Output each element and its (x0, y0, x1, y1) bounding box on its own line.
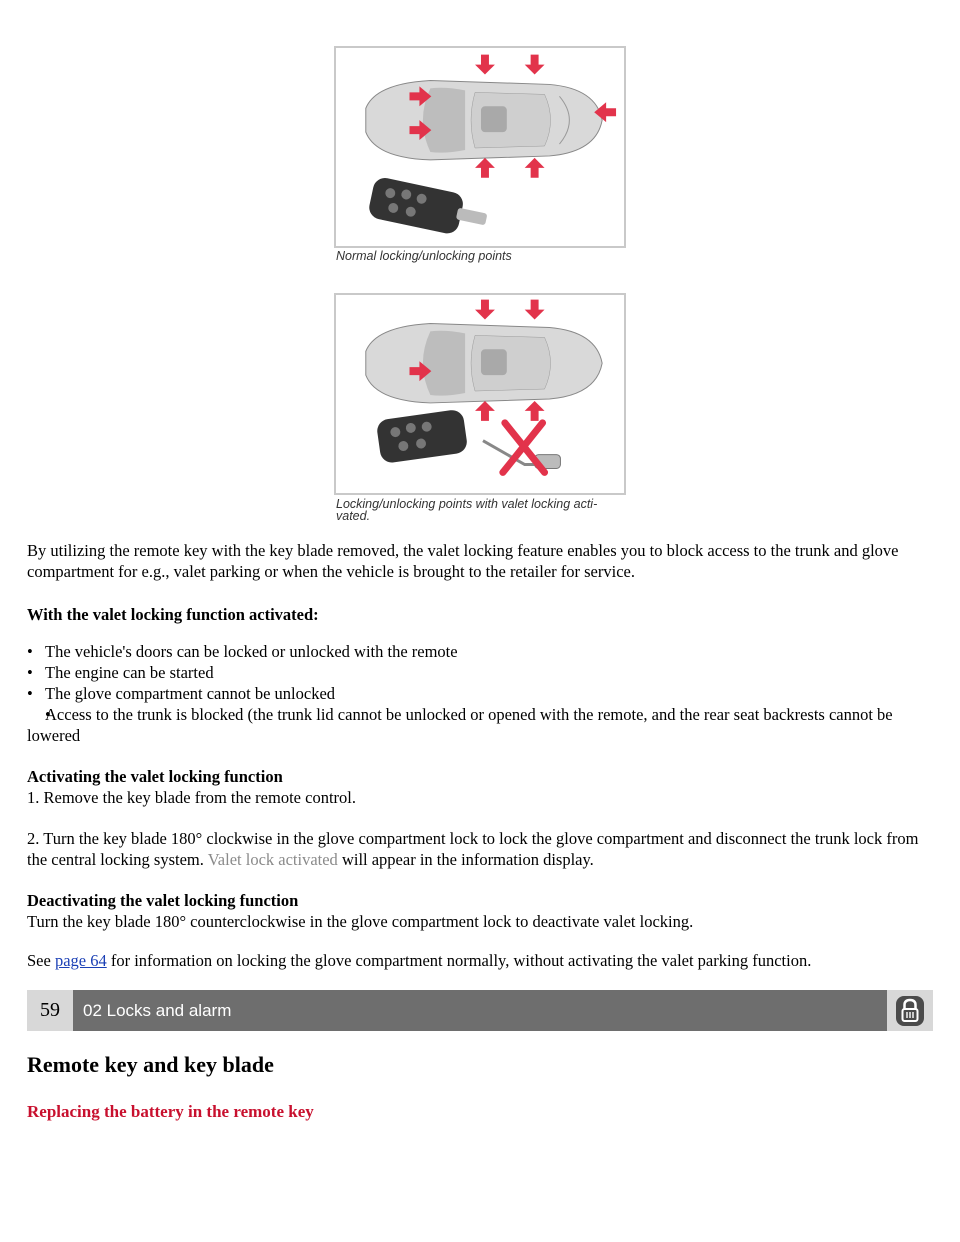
page-link[interactable]: page 64 (54, 951, 107, 970)
list-item: • Access to the trunk is blocked (the trunk lid cannot be unlocked or opened with the remote, and the rear seat backrests cannot be lowered (27, 704, 937, 746)
figure-valet-locking (334, 293, 626, 495)
list-item: • The vehicle's doors can be locked or unlocked with the remote (27, 641, 937, 662)
see-text-end: for information on locking the glove compartment normally, without activating the valet parking function. (106, 951, 812, 970)
section-title: Remote key and key blade (27, 1052, 274, 1077)
intro-paragraph: By utilizing the remote key with the key blade removed, the valet locking feature enables you to block access to the trunk and glove compartment for e.g., valet parking or when the vehicle is brought to the retailer for service. (27, 541, 899, 581)
activated-heading: With the valet locking function activated: (27, 605, 319, 624)
deactivating-heading: Deactivating the valet locking function (27, 891, 299, 910)
section-header-bar (27, 990, 933, 1031)
chapter-title: 02 Locks and alarm (83, 1000, 232, 1020)
see-reference (27, 950, 937, 971)
list-item: • The glove compartment cannot be unlocked (27, 683, 937, 704)
subsection-title: Replacing the battery in the remote key (27, 1102, 314, 1121)
figure-caption: Locking/unlocking points with valet locking acti- vated. (336, 497, 598, 523)
display-message: Valet lock activated (207, 850, 338, 869)
car-top-view-illustration (336, 48, 624, 246)
lock-icon (887, 990, 933, 1031)
activating-heading: Activating the valet locking function (27, 767, 283, 786)
figure-caption: Normal locking/unlocking points (336, 249, 512, 263)
step-2 (27, 828, 937, 870)
step-2-text: 2. Turn the key blade 180° clockwise in the glove compartment lock to lock the glove compartment and disconnect the trunk lock from the central locking system. (27, 829, 919, 869)
figure-normal-locking (334, 46, 626, 248)
car-top-view-valet-illustration (336, 295, 624, 493)
step-2-text-end: will appear in the information display. (337, 850, 594, 869)
see-text: See (27, 951, 55, 970)
list-item: • The engine can be started (27, 662, 937, 683)
deactivating-text: Turn the key blade 180° counterclockwise in the glove compartment lock to deactivate valet locking. (27, 912, 694, 931)
valet-bullet-list (27, 641, 937, 746)
page-number: 59 (27, 990, 73, 1031)
step-1: 1. Remove the key blade from the remote control. (27, 788, 356, 807)
